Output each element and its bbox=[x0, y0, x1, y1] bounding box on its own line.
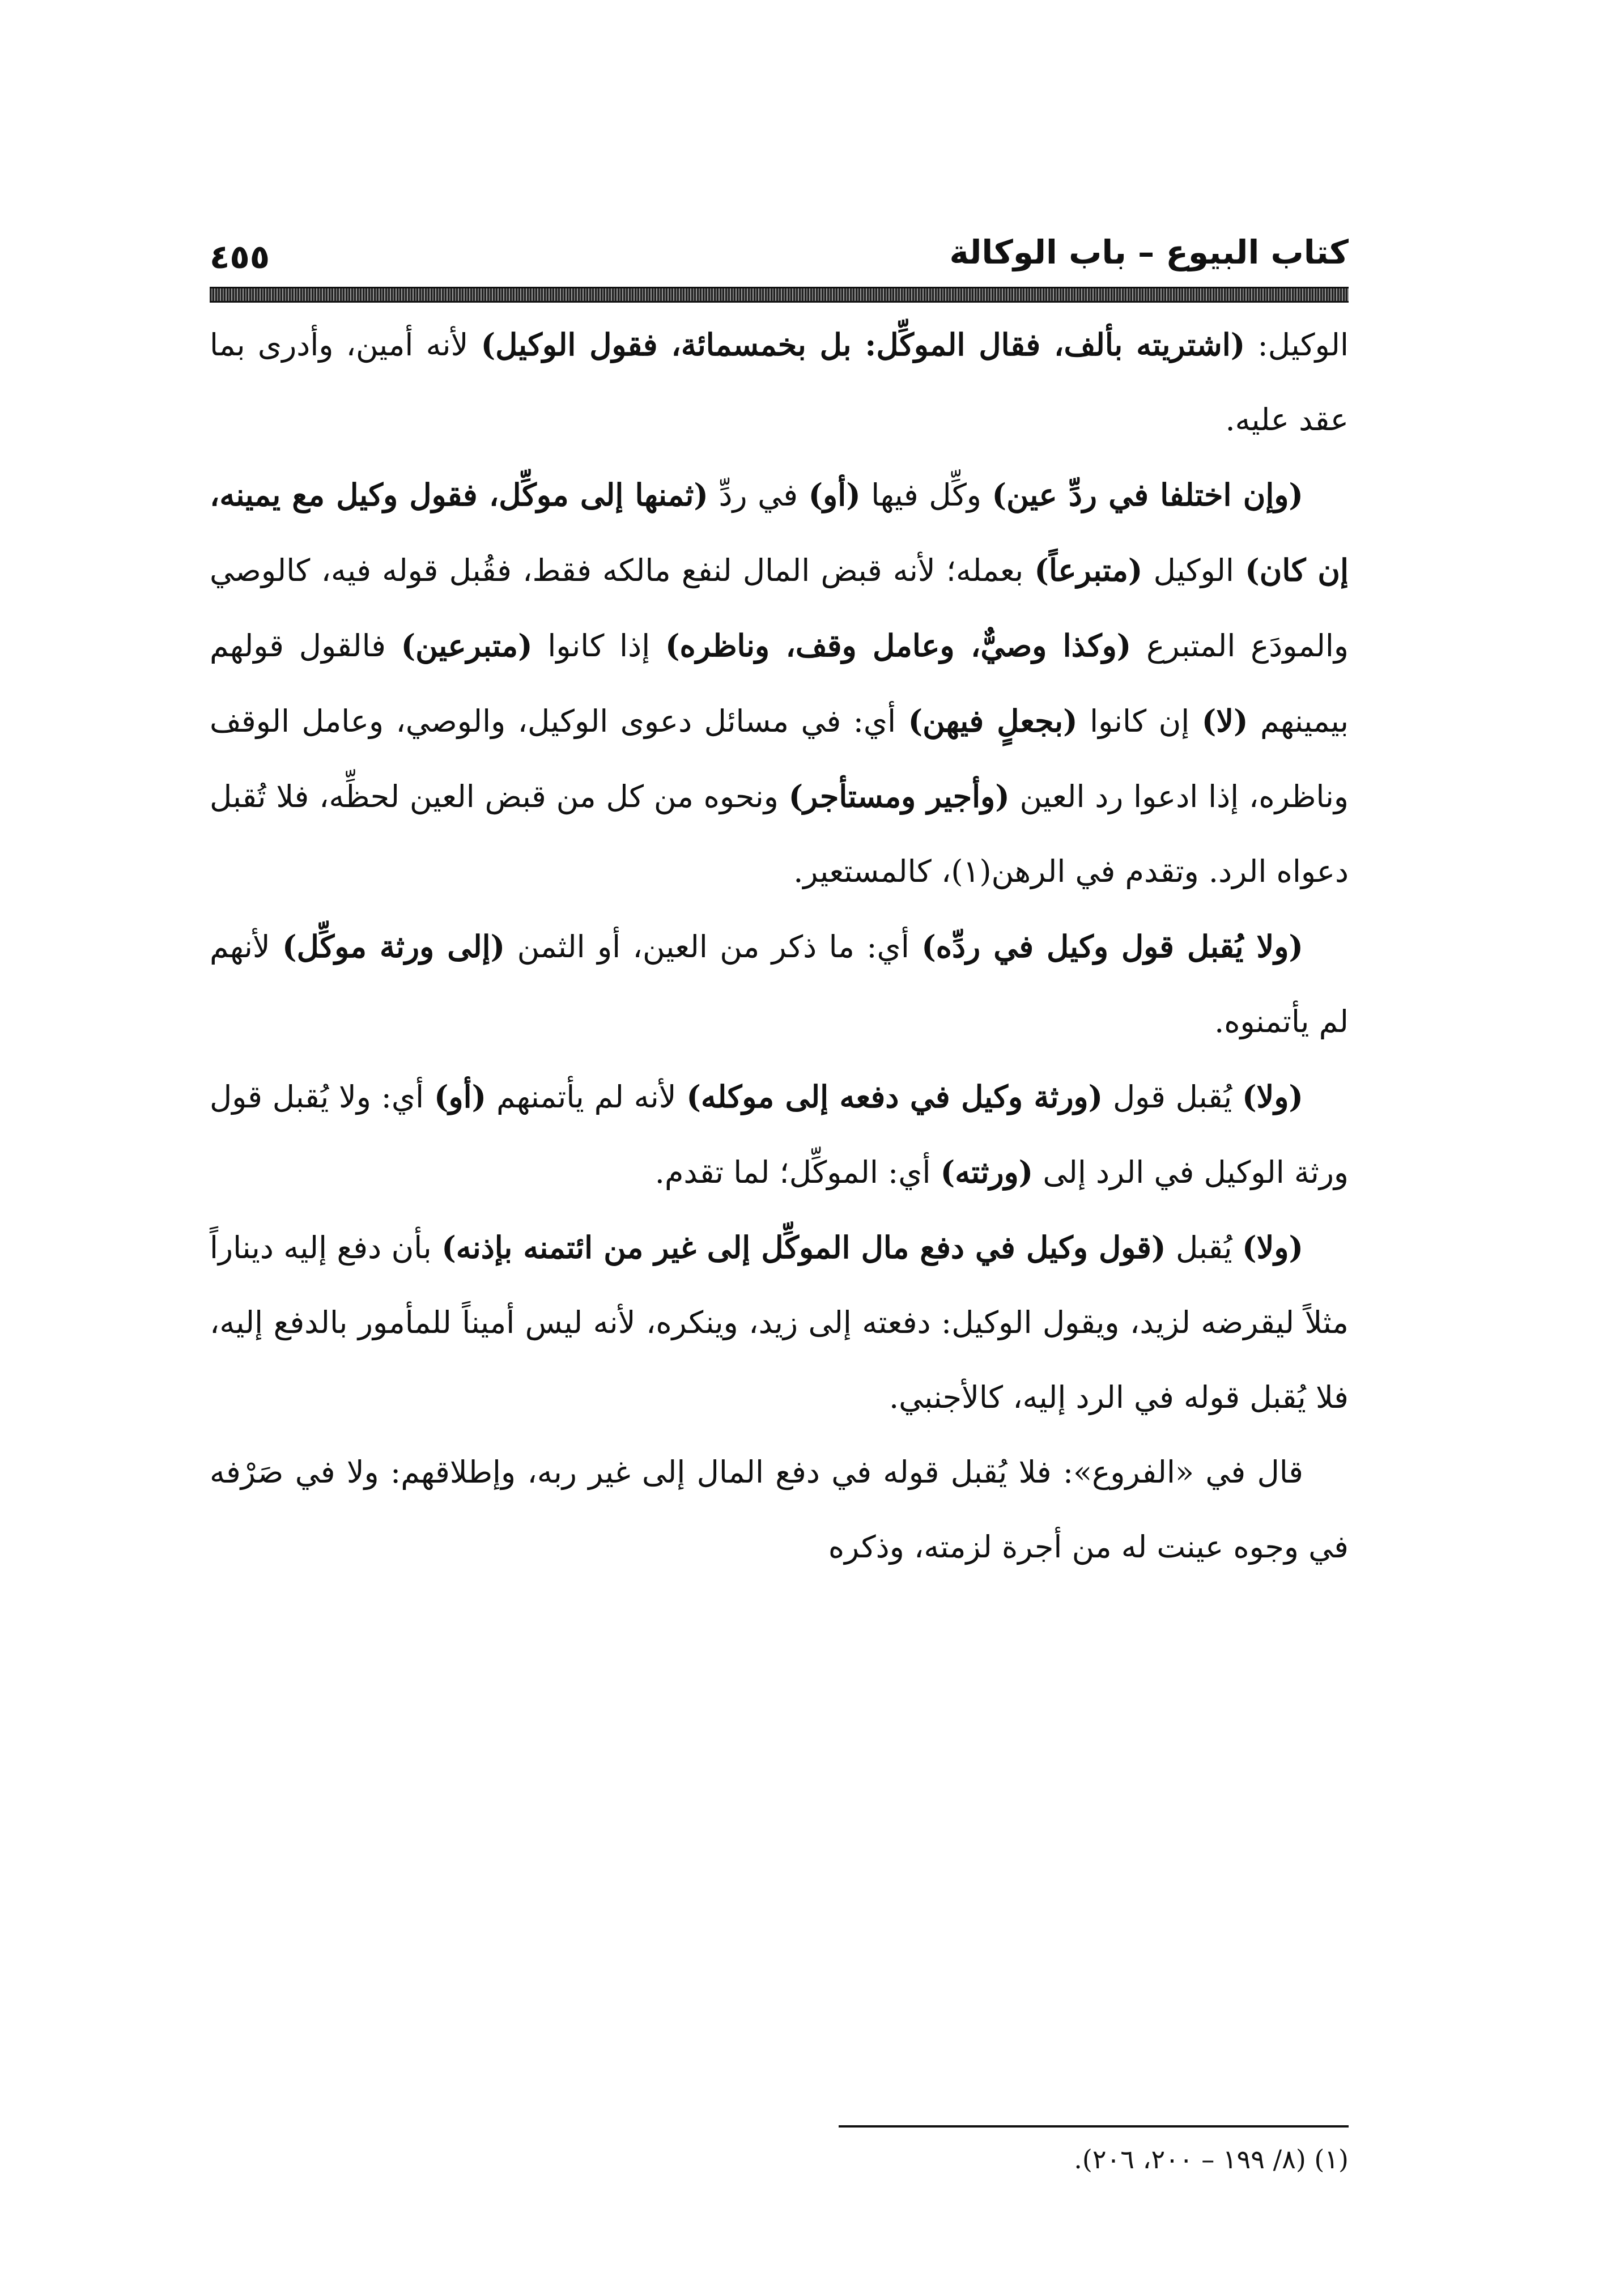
matn-text: (أو) bbox=[808, 477, 861, 513]
sharh-text: أي: ما ذكر من العين، أو الثمن bbox=[505, 929, 922, 965]
matn-text: (ورثة وكيل في دفعه إلى موكله) bbox=[686, 1078, 1103, 1115]
sharh-text: يُقبل قول bbox=[1103, 1079, 1242, 1115]
sharh-text: في ردِّ bbox=[708, 477, 809, 513]
matn-text: (ولا) bbox=[1242, 1229, 1303, 1266]
matn-text: (متبرعين) bbox=[401, 627, 533, 664]
sharh-text: أي: في مسائل دعوى الوكيل، والوصي، وعامل الوقف وناظره، إذا ادعوا رد العين bbox=[210, 703, 1349, 814]
paragraph bbox=[210, 307, 1349, 457]
sharh-text: ونحوه من كل من قبض العين لحظِّه، فلا تُقبل دعواه الرد. وتقدم في الرهن(١)، كالمستعير. bbox=[210, 779, 1349, 889]
paragraph bbox=[210, 909, 1349, 1059]
paragraph bbox=[210, 457, 1349, 909]
paragraph bbox=[210, 1210, 1349, 1435]
page-number: ٤٥٥ bbox=[210, 237, 270, 276]
matn-text: (وأجير ومستأجر) bbox=[788, 778, 1010, 814]
sharh-text: الوكيل: bbox=[1245, 327, 1349, 363]
chapter-title: كتاب البيوع – باب الوكالة bbox=[949, 233, 1349, 271]
sharh-text: بأن دفع إليه ديناراً مثلاً ليقرضه لزيد، ويقول الوكيل: دفعته إلى زيد، وينكره، لأنه ليس أميناً للمأمور بالدفع إليه، فلا يُقبل قوله في الرد إليه، كالأجنبي. bbox=[210, 1230, 1349, 1415]
matn-text: (قول وكيل في دفع مال الموكِّل إلى غير من ائتمنه بإذنه) bbox=[441, 1229, 1166, 1266]
matn-text: (وكذا وصيٌّ، وعامل وقف، وناظره) bbox=[665, 627, 1132, 664]
matn-text: (إلى ورثة موكِّل) bbox=[282, 928, 505, 965]
paragraph bbox=[210, 1059, 1349, 1210]
sharh-text: لأنه لم يأتمنهم bbox=[486, 1079, 687, 1115]
body-text bbox=[210, 307, 1349, 1585]
sharh-text: بعمله؛ لأنه قبض المال لنفع مالكه فقط، فقُبل قوله فيه، كالوصي والمودَع المتبرع bbox=[210, 553, 1349, 664]
sharh-text: الوكيل bbox=[1142, 553, 1245, 588]
footnote-divider bbox=[839, 2125, 1349, 2128]
running-head bbox=[210, 221, 1349, 283]
sharh-text: لأنهم لم يأتمنوه. bbox=[210, 929, 1349, 1039]
sharh-text: لأنه أمين، وأدرى بما عقد عليه. bbox=[210, 327, 1349, 438]
sharh-text: يُقبل bbox=[1166, 1230, 1243, 1266]
sharh-text: إن كانوا bbox=[1077, 703, 1202, 739]
header-divider bbox=[210, 287, 1349, 303]
matn-text: (ثمنها إلى موكِّل، فقول وكيل مع يمينه، إن كان) bbox=[210, 477, 1349, 588]
paragraph bbox=[210, 1435, 1349, 1585]
matn-text: (ولا) bbox=[1242, 1078, 1303, 1115]
book-page bbox=[210, 221, 1349, 2175]
sharh-text: قال في «الفروع»: فلا يُقبل قوله في دفع المال إلى غير ربه، وإطلاقهم: ولا في صَرْفه في وجوه عينت له من أجرة لزمته، وذكره bbox=[210, 1454, 1349, 1565]
matn-text: (ولا يُقبل قول وكيل في ردِّه) bbox=[921, 928, 1303, 965]
sharh-text: وكِّل فيها bbox=[860, 477, 992, 513]
matn-text: (لا) bbox=[1201, 703, 1248, 739]
matn-text: (بجعلٍ فيهن) bbox=[908, 703, 1078, 739]
matn-text: (متبرعاً) bbox=[1034, 552, 1143, 588]
sharh-text: إذا كانوا bbox=[532, 628, 665, 664]
sharh-text: فالقول قولهم بيمينهم bbox=[210, 628, 1349, 739]
sharh-text: أي: ولا يُقبل قول ورثة الوكيل في الرد إلى bbox=[210, 1079, 1349, 1190]
matn-text: (وإن اختلفا في ردِّ عين) bbox=[992, 477, 1303, 513]
matn-text: (أو) bbox=[433, 1078, 487, 1115]
footnote: (١) (٨/ ١٩٩ – ٢٠٠، ٢٠٦). bbox=[1074, 2144, 1349, 2175]
matn-text: (ورثته) bbox=[940, 1154, 1034, 1190]
sharh-text: أي: الموكِّل؛ لما تقدم. bbox=[654, 1154, 941, 1190]
matn-text: (اشتريته بألف، فقال الموكِّل: بل بخمسمائة، فقول الوكيل) bbox=[481, 326, 1245, 363]
